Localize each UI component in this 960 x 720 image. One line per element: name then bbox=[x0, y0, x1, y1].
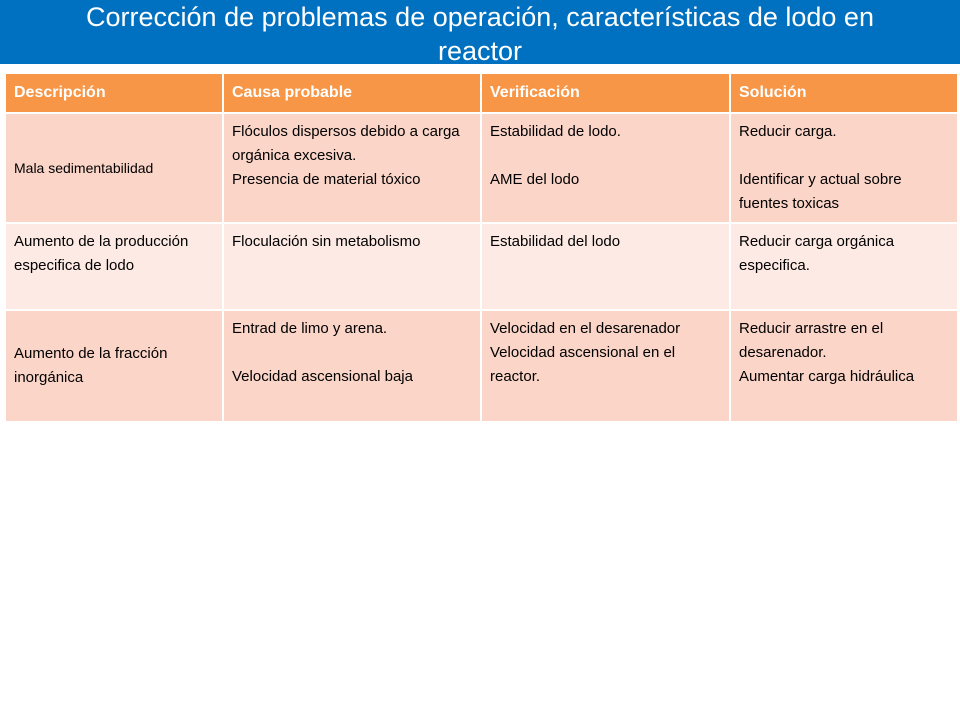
cell-solucion: Reducir arrastre en el desarenador. Aumentar carga hidráulica bbox=[730, 310, 958, 422]
cell-verificacion: Estabilidad de lodo. AME del lodo bbox=[481, 113, 730, 223]
cell-causa: Flóculos dispersos debido a carga orgánica excesiva. Presencia de material tóxico bbox=[223, 113, 481, 223]
cell-verificacion: Estabilidad del lodo bbox=[481, 223, 730, 310]
header-descripcion: Descripción bbox=[5, 73, 223, 113]
table-row bbox=[5, 113, 958, 223]
cell-causa: Entrad de limo y arena. Velocidad ascensional baja bbox=[223, 310, 481, 422]
header-verificacion: Verificación bbox=[481, 73, 730, 113]
header-solucion: Solución bbox=[730, 73, 958, 113]
table-header-row bbox=[5, 73, 958, 113]
page-title-line-2: reactor bbox=[437, 36, 523, 66]
cell-solucion: Reducir carga. Identificar y actual sobre fuentes toxicas bbox=[730, 113, 958, 223]
cell-descripcion: Aumento de la fracción inorgánica bbox=[5, 310, 223, 422]
page-title-line-1: Corrección de problemas de operación, características de lodo en bbox=[86, 2, 874, 32]
cell-descripcion: Mala sedimentabilidad bbox=[5, 113, 223, 223]
table-row bbox=[5, 223, 958, 310]
cell-solucion: Reducir carga orgánica especifica. bbox=[730, 223, 958, 310]
cell-verificacion: Velocidad en el desarenador Velocidad ascensional en el reactor. bbox=[481, 310, 730, 422]
title-bar bbox=[0, 0, 960, 64]
page-title bbox=[0, 0, 960, 68]
cell-descripcion: Aumento de la producción especifica de lodo bbox=[5, 223, 223, 310]
troubleshooting-table bbox=[4, 72, 959, 423]
cell-causa: Floculación sin metabolismo bbox=[223, 223, 481, 310]
table-row bbox=[5, 310, 958, 422]
header-causa-probable: Causa probable bbox=[223, 73, 481, 113]
